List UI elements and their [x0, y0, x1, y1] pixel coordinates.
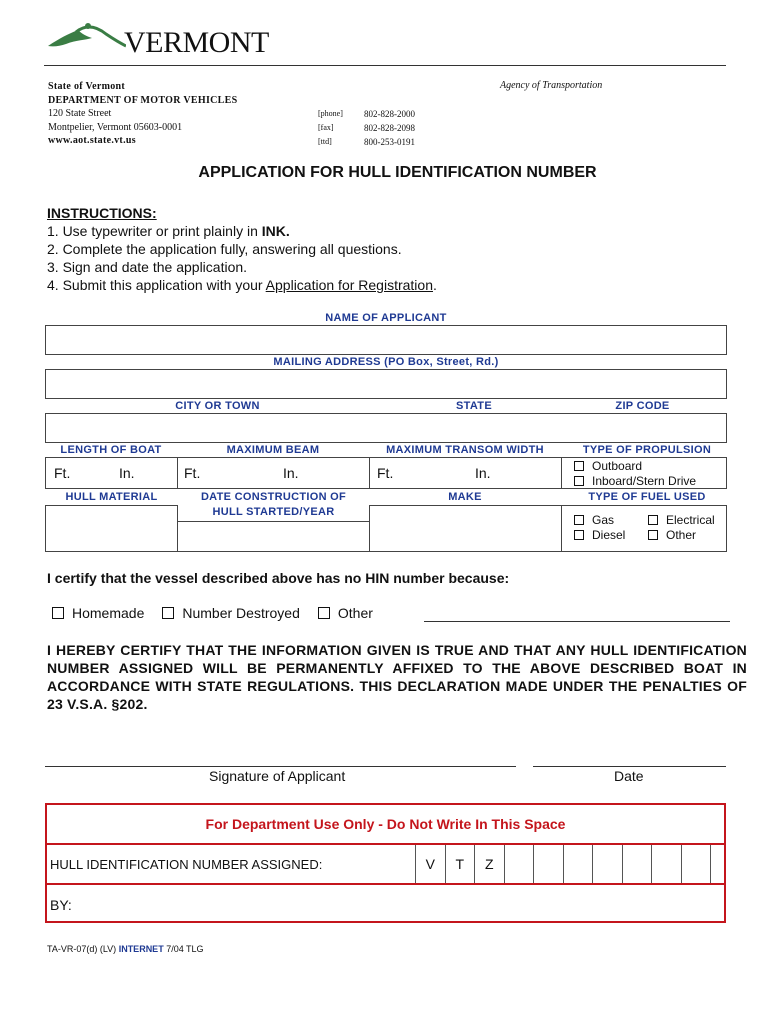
- website: www.aot.state.vt.us: [48, 135, 136, 146]
- checkbox[interactable]: [574, 515, 584, 525]
- name-label: NAME OF APPLICANT: [325, 312, 447, 324]
- declaration: I HEREBY CERTIFY THAT THE INFORMATION GIVEN IS TRUE AND THAT ANY HULL IDENTIFICATION NUMBER ASSIGNED WILL BE PERMANENTLY AFFIXED TO THE ABOVE DESCRIBED BOAT IN ACCORDANCE WITH STATE REGULATIONS. THIS DECLARATION MADE UNDER THE PENALTIES OF 23 V.S.A. §202.: [47, 642, 747, 712]
- certify-statement: I certify that the vessel described above has no HIN number because:: [47, 570, 510, 586]
- city-state-zip-field[interactable]: [45, 413, 727, 443]
- hin-cell: [681, 845, 711, 883]
- form-title: APPLICATION FOR HULL IDENTIFICATION NUMBER: [198, 164, 597, 181]
- hin-cells: [415, 845, 740, 883]
- reason-other[interactable]: Other: [318, 605, 373, 621]
- hin-cell: Z: [474, 845, 504, 883]
- instruction-item: 4. Submit this application with your Application for Registration.: [47, 277, 437, 293]
- checkbox[interactable]: [318, 607, 330, 619]
- checkbox[interactable]: [162, 607, 174, 619]
- name-field[interactable]: [45, 325, 727, 355]
- address-line: State of Vermont: [48, 81, 126, 92]
- hull-material-field[interactable]: [45, 505, 178, 552]
- transom-field[interactable]: [369, 457, 562, 489]
- address-line: Montpelier, Vermont 05603-0001: [48, 121, 183, 133]
- fuel-option-electrical[interactable]: Electrical: [648, 513, 715, 527]
- signature-field[interactable]: [45, 766, 516, 767]
- hin-cell: [533, 845, 563, 883]
- feet-unit: Ft.: [377, 465, 394, 481]
- beam-field[interactable]: [177, 457, 370, 489]
- feet-unit: Ft.: [54, 465, 71, 481]
- propulsion-label: TYPE OF PROPULSION: [582, 444, 712, 456]
- checkbox[interactable]: [574, 461, 584, 471]
- make-field[interactable]: [369, 505, 562, 552]
- checkbox[interactable]: [574, 476, 584, 486]
- hin-row: [47, 845, 724, 885]
- checkbox[interactable]: [52, 607, 64, 619]
- instruction-item: 3. Sign and date the application.: [47, 259, 248, 275]
- fuel-option-gas[interactable]: Gas: [574, 513, 614, 527]
- date-label: Date: [614, 768, 644, 784]
- address-field[interactable]: [45, 369, 727, 399]
- length-label: LENGTH OF BOAT: [60, 444, 162, 456]
- checkbox[interactable]: [574, 530, 584, 540]
- checkbox[interactable]: [648, 530, 658, 540]
- date-construction-label: DATE CONSTRUCTION OF HULL STARTED/YEAR: [200, 491, 347, 518]
- department-use-box: [45, 803, 726, 923]
- mountain-logo-icon: [46, 20, 126, 56]
- hin-cell: [563, 845, 593, 883]
- registration-link[interactable]: Application for Registration: [265, 277, 433, 293]
- reason-options: [52, 605, 391, 621]
- logo-text: VERMONT: [124, 26, 269, 59]
- hin-cell: [651, 845, 681, 883]
- other-reason-field[interactable]: [424, 621, 730, 622]
- reason-number-destroyed[interactable]: Number Destroyed: [162, 605, 300, 621]
- propulsion-option-outboard[interactable]: Outboard: [574, 459, 642, 473]
- department-use-heading: For Department Use Only - Do Not Write In This Space: [47, 805, 724, 845]
- instructions-heading: INSTRUCTIONS:: [47, 205, 157, 221]
- vermont-logo: [46, 18, 269, 59]
- by-label: BY:: [50, 897, 72, 913]
- contact-list: [318, 107, 415, 149]
- department-address: [48, 80, 237, 148]
- contact-value: 800-253-0191: [364, 137, 415, 147]
- date-construction-field[interactable]: [177, 521, 370, 552]
- address-label: MAILING ADDRESS (PO Box, Street, Rd.): [273, 356, 499, 368]
- address-line: DEPARTMENT OF MOTOR VEHICLES: [48, 94, 238, 106]
- inch-unit: In.: [119, 465, 135, 481]
- make-label: MAKE: [448, 491, 482, 503]
- contact-key: [fax]: [318, 123, 334, 132]
- fuel-option-diesel[interactable]: Diesel: [574, 528, 625, 542]
- contact-key: [phone]: [318, 109, 343, 118]
- inch-unit: In.: [475, 465, 491, 481]
- instructions: [47, 204, 437, 294]
- reason-homemade[interactable]: Homemade: [52, 605, 144, 621]
- instruction-item: 2. Complete the application fully, answering all questions.: [47, 241, 402, 257]
- signature-label: Signature of Applicant: [209, 768, 346, 784]
- fuel-option-other[interactable]: Other: [648, 528, 696, 542]
- date-field[interactable]: [533, 766, 726, 767]
- checkbox[interactable]: [648, 515, 658, 525]
- fuel-label: TYPE OF FUEL USED: [588, 491, 706, 503]
- hin-cell: [710, 845, 740, 883]
- feet-unit: Ft.: [184, 465, 201, 481]
- hin-label: HULL IDENTIFICATION NUMBER ASSIGNED:: [50, 857, 323, 872]
- state-label: STATE: [456, 400, 492, 412]
- hin-cell: T: [445, 845, 475, 883]
- contact-key: [ttd]: [318, 137, 332, 146]
- zip-label: ZIP CODE: [615, 400, 670, 412]
- address-line: 120 State Street: [48, 108, 112, 119]
- hin-cell: [504, 845, 534, 883]
- agency-name: Agency of Transportation: [500, 80, 603, 91]
- beam-label: MAXIMUM BEAM: [226, 444, 320, 456]
- transom-label: MAXIMUM TRANSOM WIDTH: [386, 444, 544, 456]
- inch-unit: In.: [283, 465, 299, 481]
- hin-cell: V: [415, 845, 445, 883]
- form-footer: TA-VR-07(d) (LV) INTERNET 7/04 TLG: [47, 944, 204, 954]
- contact-value: 802-828-2000: [364, 109, 415, 119]
- propulsion-option-inboard[interactable]: Inboard/Stern Drive: [574, 474, 696, 488]
- header-rule: [44, 65, 726, 66]
- instruction-item: 1. Use typewriter or print plainly in INK.: [47, 223, 290, 239]
- hull-material-label: HULL MATERIAL: [65, 491, 158, 503]
- hin-cell: [592, 845, 622, 883]
- hin-cell: [622, 845, 652, 883]
- contact-value: 802-828-2098: [364, 123, 415, 133]
- city-label: CITY OR TOWN: [175, 400, 260, 412]
